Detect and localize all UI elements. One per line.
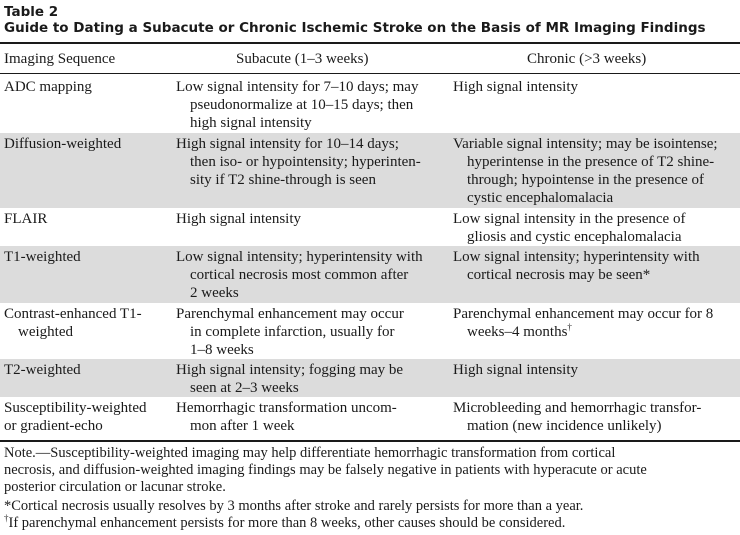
cell-line: Susceptibility-weighted bbox=[4, 400, 147, 416]
cell-line: ADC mapping bbox=[4, 79, 92, 95]
cell-line: sity if T2 shine-through is seen bbox=[190, 172, 376, 188]
column-header-imaging-sequence: Imaging Sequence bbox=[4, 51, 116, 67]
subacute-cell bbox=[176, 135, 442, 189]
table-header bbox=[0, 44, 740, 73]
sequence-cell bbox=[4, 361, 164, 379]
header-rule bbox=[0, 73, 740, 74]
bottom-rule bbox=[0, 440, 740, 442]
column-header-chronic: Chronic (>3 weeks) bbox=[527, 51, 647, 67]
chronic-cell bbox=[453, 210, 737, 246]
cell-line: High signal intensity bbox=[176, 211, 301, 227]
cell-line: High signal intensity for 10–14 days; bbox=[176, 136, 399, 152]
cell-line: weighted bbox=[18, 324, 73, 340]
table-row-t1-weighted bbox=[0, 246, 740, 303]
subacute-cell bbox=[176, 399, 442, 435]
cell-line: T1-weighted bbox=[4, 249, 81, 265]
dagger-mark: † bbox=[4, 513, 9, 524]
cell-line: High signal intensity bbox=[453, 362, 578, 378]
cell-line: hyperintense in the presence of T2 shine- bbox=[467, 154, 715, 170]
cell-line: Low signal intensity for 7–10 days; may bbox=[176, 79, 419, 95]
cell-line: Parenchymal enhancement may occur for 8 bbox=[453, 306, 714, 322]
table-label: Table 2 bbox=[4, 4, 59, 20]
table-row-t2-weighted bbox=[0, 359, 740, 397]
cell-line: Contrast-enhanced T1- bbox=[4, 306, 142, 322]
chronic-cell bbox=[453, 248, 737, 284]
footnote-star bbox=[4, 498, 736, 515]
cell-line: cystic encephalomalacia bbox=[467, 190, 614, 206]
footnote-dagger-line bbox=[4, 515, 736, 532]
footnote-dagger-text: If parenchymal enhancement persists for more than 8 weeks, other causes should be considered. bbox=[8, 515, 566, 531]
table-row-susceptibility-weighted bbox=[0, 397, 740, 439]
footnote-dagger bbox=[4, 515, 736, 532]
cell-line: T2-weighted bbox=[4, 362, 81, 378]
sequence-cell bbox=[4, 248, 164, 266]
note-line: necrosis, and diffusion-weighted imaging findings may be falsely negative in patients with hyperacute or acute bbox=[4, 462, 647, 478]
sequence-cell bbox=[4, 210, 164, 228]
cell-line: in complete infarction, usually for bbox=[190, 324, 395, 340]
column-header-subacute: Subacute (1–3 weeks) bbox=[236, 51, 369, 67]
cell-line: high signal intensity bbox=[190, 115, 312, 131]
cell-line: or gradient-echo bbox=[4, 418, 103, 434]
cell-line bbox=[453, 323, 737, 341]
chronic-cell bbox=[453, 361, 737, 379]
chronic-cell bbox=[453, 78, 737, 96]
sequence-cell bbox=[4, 78, 164, 96]
subacute-cell bbox=[176, 210, 442, 228]
cell-line: cortical necrosis may be seen* bbox=[467, 267, 651, 283]
cell-line: Hemorrhagic transformation uncom- bbox=[176, 400, 397, 416]
cell-line: mation (new incidence unlikely) bbox=[467, 418, 662, 434]
cell-line: High signal intensity; fogging may be bbox=[176, 362, 404, 378]
sequence-cell bbox=[4, 305, 164, 341]
note-line: posterior circulation or lacunar stroke. bbox=[4, 479, 226, 495]
subacute-cell bbox=[176, 78, 442, 132]
cell-line: gliosis and cystic encephalomalacia bbox=[467, 229, 682, 245]
chronic-cell bbox=[453, 135, 737, 207]
cell-line: High signal intensity bbox=[453, 79, 578, 95]
subacute-cell bbox=[176, 361, 442, 397]
subacute-cell bbox=[176, 305, 442, 359]
cell-line: FLAIR bbox=[4, 211, 48, 227]
chronic-cell bbox=[453, 305, 737, 341]
subacute-cell bbox=[176, 248, 442, 302]
cell-line: Low signal intensity in the presence of bbox=[453, 211, 686, 227]
cell-line: Variable signal intensity; may be isointense; bbox=[453, 136, 718, 152]
sequence-cell bbox=[4, 399, 164, 435]
cell-line: through; hypointense in the presence of bbox=[467, 172, 705, 188]
note-line: Note.—Susceptibility-weighted imaging may help differentiate hemorrhagic transformation from cortical bbox=[4, 445, 616, 461]
chronic-cell bbox=[453, 399, 737, 435]
cell-line: 1–8 weeks bbox=[190, 342, 254, 358]
cell-line: 2 weeks bbox=[190, 285, 239, 301]
cell-line: Diffusion-weighted bbox=[4, 136, 122, 152]
cell-line: cortical necrosis most common after bbox=[190, 267, 409, 283]
table-row-adc-mapping bbox=[0, 76, 740, 132]
cell-line: Microbleeding and hemorrhagic transfor- bbox=[453, 400, 702, 416]
cell-line: pseudonormalize at 10–15 days; then bbox=[190, 97, 414, 113]
table-row-flair bbox=[0, 208, 740, 246]
cell-line: Low signal intensity; hyperintensity with bbox=[453, 249, 700, 265]
sequence-cell bbox=[4, 135, 164, 153]
table-row-contrast-enhanced-t1 bbox=[0, 303, 740, 359]
cell-line: Low signal intensity; hyperintensity with bbox=[176, 249, 423, 265]
cell-line: Parenchymal enhancement may occur bbox=[176, 306, 404, 322]
table-row-diffusion-weighted bbox=[0, 133, 740, 208]
dagger-mark: † bbox=[567, 322, 572, 332]
footnote-star-text: *Cortical necrosis usually resolves by 3 months after stroke and rarely persists for more than a year. bbox=[4, 498, 584, 514]
cell-text: weeks–4 months bbox=[467, 324, 568, 340]
cell-line: then iso- or hypointensity; hyperinten- bbox=[190, 154, 421, 170]
table-note bbox=[4, 445, 736, 496]
cell-line: seen at 2–3 weeks bbox=[190, 380, 299, 396]
cell-line: mon after 1 week bbox=[190, 418, 295, 434]
table-title: Guide to Dating a Subacute or Chronic Ischemic Stroke on the Basis of MR Imaging Findings bbox=[4, 20, 706, 36]
